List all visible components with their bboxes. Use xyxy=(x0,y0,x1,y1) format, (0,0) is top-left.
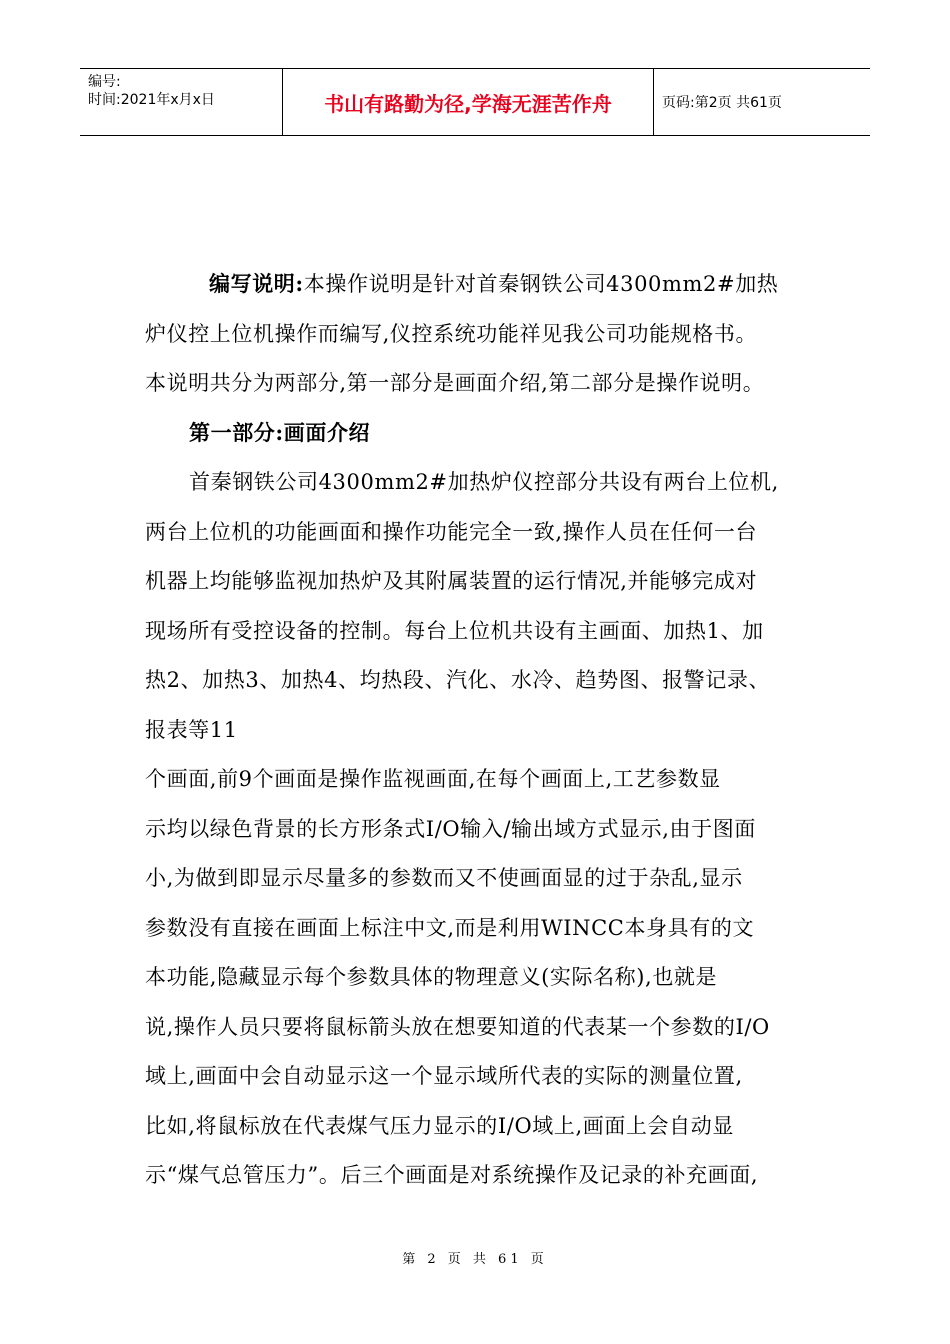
paragraph-line: 示“煤气总管压力”。后三个画面是对系统操作及记录的补充画面, xyxy=(145,1163,759,1187)
header-motto: 书山有路勤为径,学海无涯苦作舟 xyxy=(324,91,612,116)
page-footer: 第 2 页 共 61 页 xyxy=(402,1252,548,1267)
paragraph-line: 两台上位机的功能画面和操作功能完全一致,操作人员在任何一台 xyxy=(145,519,758,544)
header-motto-cell xyxy=(283,69,654,135)
intro-text-1: 本操作说明是针对首秦钢铁公司4300mm2#加热 xyxy=(303,272,779,296)
paragraph-line: 本功能,隐藏显示每个参数具体的物理意义(实际名称),也就是 xyxy=(145,965,718,989)
document-header xyxy=(80,68,870,136)
date-label: 时间:2021年x月x日 xyxy=(88,92,215,108)
paragraph-line: 个画面,前9个画面是操作监视画面,在每个画面上,工艺参数显 xyxy=(145,767,721,791)
intro-line-1 xyxy=(145,264,813,314)
document-body xyxy=(145,264,813,1205)
intro-line-3: 本说明共分为两部分,第一部分是画面介绍,第二部分是操作说明。 xyxy=(145,371,765,395)
paragraph-line: 小,为做到即显示尽量多的参数而又不使画面显的过于杂乱,显示 xyxy=(145,866,743,890)
paragraph-line: 机器上均能够监视加热炉及其附属装置的运行情况,并能够完成对 xyxy=(145,569,758,593)
header-page-info: 页码:第2页 共61页 xyxy=(662,95,782,111)
paragraph-line: 报表等11 xyxy=(145,717,238,742)
paragraph-line: 参数没有直接在画面上标注中文,而是利用WINCC本身具有的文 xyxy=(145,915,755,940)
paragraph-line: 示均以绿色背景的长方形条式I/O输入/输出域方式显示,由于图面 xyxy=(145,816,756,841)
paragraph-line: 域上,画面中会自动显示这一个显示域所代表的实际的测量位置, xyxy=(145,1064,743,1088)
paragraph-line: 比如,将鼠标放在代表煤气压力显示的I/O域上,画面上会自动显 xyxy=(145,1113,734,1138)
section-heading: 第一部分:画面介绍 xyxy=(189,419,371,445)
paragraph-line: 说,操作人员只要将鼠标箭头放在想要知道的代表某一个参数的I/O xyxy=(145,1014,770,1039)
paragraph-line: 首秦钢铁公司4300mm2#加热炉仪控部分共设有两台上位机, xyxy=(189,470,779,494)
header-meta-cell xyxy=(80,69,283,135)
paragraph-line: 热2、加热3、加热4、均热段、汽化、水冷、趋势图、报警记录、 xyxy=(145,668,771,692)
intro-line-2: 炉仪控上位机操作而编写,仪控系统功能祥见我公司功能规格书。 xyxy=(145,321,758,346)
intro-title: 编写说明: xyxy=(209,271,304,296)
header-page-cell xyxy=(654,69,870,135)
number-label: 编号: xyxy=(88,74,121,90)
paragraph-line: 现场所有受控设备的控制。每台上位机共设有主画面、加热1、加 xyxy=(145,618,764,643)
